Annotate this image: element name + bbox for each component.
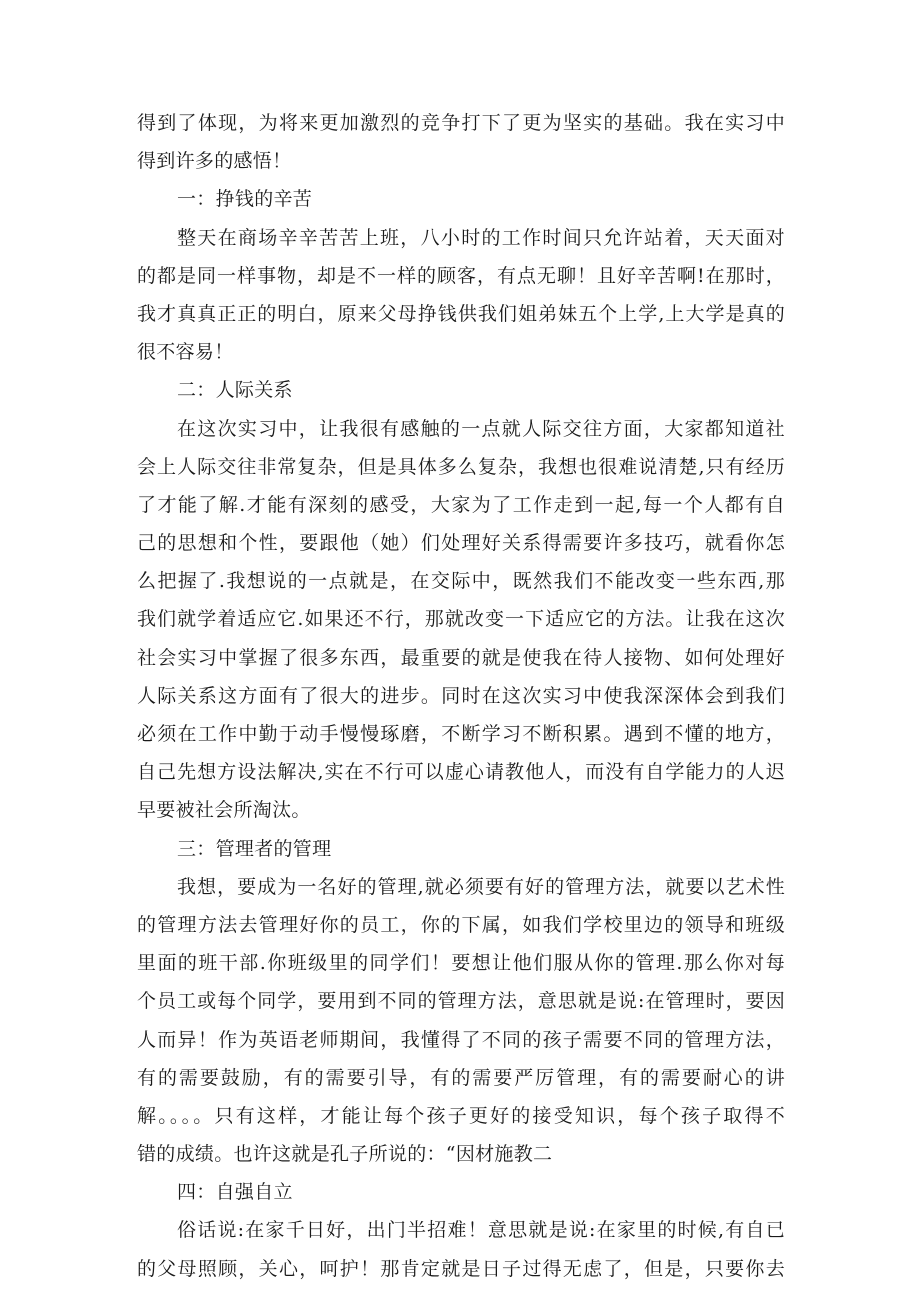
paragraph-line: 很不容易！ [137, 341, 234, 364]
section-heading: 一：挣钱的辛苦 [177, 188, 313, 211]
paragraph-line: 我才真真正正的明白，原来父母挣钱供我们姐弟妹五个上学,上大学是真的 [137, 302, 785, 325]
paragraph-line: 早要被社会所淘汰。 [137, 799, 311, 822]
paragraph-line: 里面的班干部.你班级里的同学们！要想让他们服从你的管理.那么你对每 [137, 952, 785, 975]
paragraph-line: 了才能了解.才能有深刻的感受，大家为了工作走到一起,每一个人都有自 [137, 493, 785, 516]
paragraph-line: 得到许多的感悟！ [137, 150, 292, 173]
paragraph-line: 自己先想方设法解决,实在不行可以虚心请教他人，而没有自学能力的人迟 [137, 761, 785, 784]
paragraph-line: 俗话说:在家千日好，出门半招难！意思就是说:在家里的时候,有自已 [177, 1219, 785, 1242]
paragraph-line: 人而异！作为英语老师期间，我懂得了不同的孩子需要不同的管理方法， [137, 1028, 785, 1051]
paragraph-line: 么把握了.我想说的一点就是，在交际中，既然我们不能改变一些东西,那 [137, 570, 785, 593]
paragraph-line: 必须在工作中勤于动手慢慢琢磨，不断学习不断积累。遇到不懂的地方， [137, 723, 785, 745]
paragraph-line: 的都是同一样事物，却是不一样的顾客，有点无聊！且好辛苦啊!在那时， [137, 264, 785, 287]
paragraph-line: 整天在商场辛辛苦苦上班，八小时的工作时间只允许站着，天天面对 [177, 226, 785, 249]
paragraph-line: 错的成绩。也许这就是孔子所说的：“因材施教二 [137, 1143, 553, 1166]
paragraph-line: 社会实习中掌握了很多东西，最重要的就是使我在待人接物、如何处理好 [137, 646, 785, 669]
section-heading: 二：人际关系 [177, 379, 293, 402]
section-heading: 三：管理者的管理 [177, 837, 332, 860]
section-heading: 四：自强自立 [177, 1181, 293, 1204]
paragraph-line: 有的需要鼓励，有的需要引导，有的需要严厉管理，有的需要耐心的讲 [137, 1066, 785, 1089]
paragraph-line: 解。。。。只有这样，才能让每个孩子更好的接受知识，每个孩子取得不 [137, 1104, 785, 1127]
paragraph-line: 人际关系这方面有了很大的进步。同时在这次实习中使我深深体会到我们 [137, 684, 785, 707]
document-body [137, 104, 785, 1288]
paragraph-line: 己的思想和个性，要跟他（她）们处理好关系得需要许多技巧，就看你怎 [137, 532, 785, 555]
paragraph-line: 的父母照顾，关心，呵护！那肯定就是日子过得无虑了，但是，只要你去 [137, 1257, 785, 1280]
paragraph-line: 会上人际交往非常复杂，但是具体多么复杂，我想也很难说清楚,只有经历 [137, 455, 785, 478]
paragraph-line: 我想，要成为一名好的管理,就必须要有好的管理方法，就要以艺术性 [177, 875, 785, 898]
paragraph-line: 得到了体现，为将来更加激烈的竞争打下了更为坚实的基础。我在实习中 [137, 112, 785, 134]
paragraph-line: 个员工或每个同学，要用到不同的管理方法，意思就是说:在管理时，要因 [137, 990, 785, 1013]
paragraph-line: 在这次实习中，让我很有感触的一点就人际交往方面，大家都知道社 [177, 417, 785, 440]
paragraph-line: 的管理方法去管理好你的员工，你的下属，如我们学校里边的领导和班级 [137, 913, 785, 936]
paragraph-line: 我们就学着适应它.如果还不行，那就改变一下适应它的方法。让我在这次 [137, 608, 785, 631]
